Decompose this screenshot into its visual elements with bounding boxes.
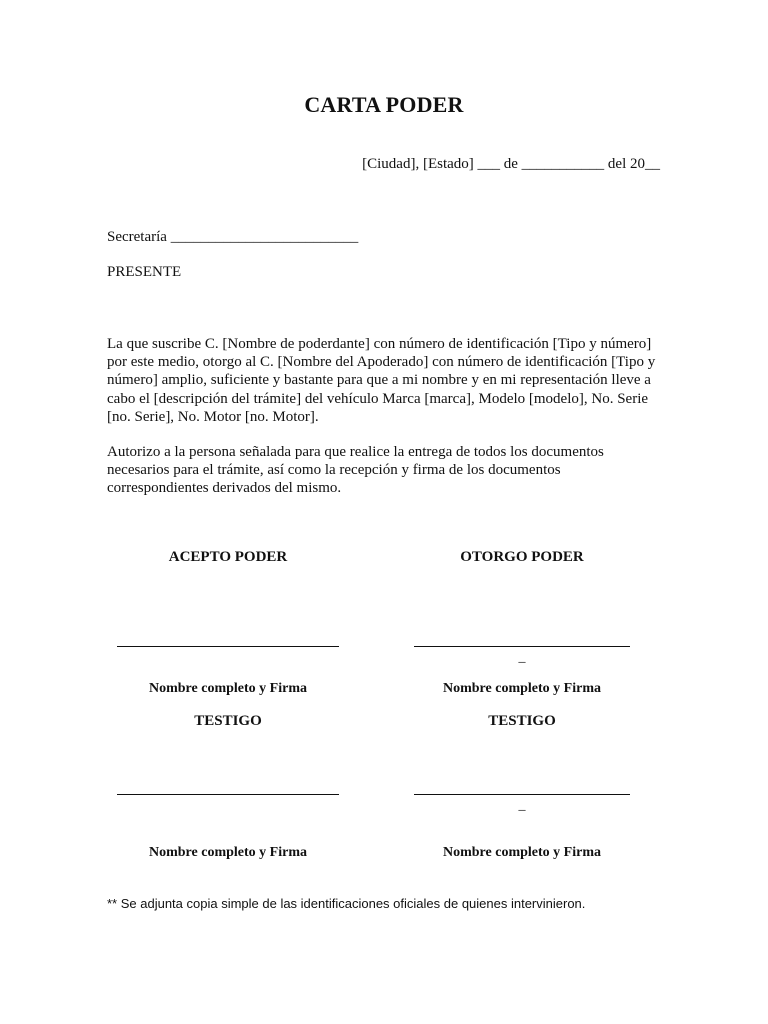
witness-left-signature-line [117, 794, 339, 795]
witness-left-caption: Nombre completo y Firma [149, 845, 307, 860]
accept-signature-caption: Nombre completo y Firma [149, 681, 307, 696]
accept-power-heading: ACEPTO PODER [168, 549, 288, 565]
witness-right-caption: Nombre completo y Firma [443, 845, 601, 860]
grant-power-heading: OTORGO PODER [460, 549, 584, 565]
accept-signature-line [117, 646, 339, 647]
footnote: ** Se adjunta copia simple de las identificaciones oficiales de quienes intervinieron. [107, 896, 586, 911]
witness-heading-right: TESTIGO [488, 713, 556, 729]
witness-right-signature-line [414, 794, 630, 795]
recipient-line: Secretaría _________________________ [107, 229, 359, 245]
grant-signature-dash: _ [518, 650, 526, 665]
salutation: PRESENTE [107, 264, 182, 280]
body-paragraph-1: La que suscribe C. [Nombre de poderdante] con número de identificación [Tipo y número] por este medio, otorgo al C. [Nombre del Apoderado] con número de identificación [Tipo y número] amplio, suficiente y bastante para que a mi nombre y en mi representación lleve a cabo el [descripción del trámite] del vehículo Marca [marca], Modelo [modelo], No. Serie [no. Serie], No. Motor [no. Motor]. [107, 336, 656, 425]
witness-right-signature-dash: _ [518, 798, 526, 813]
grant-signature-line [414, 646, 630, 647]
grant-signature-caption: Nombre completo y Firma [443, 681, 601, 696]
place-date-line: [Ciudad], [Estado] ___ de ___________ del 20__ [362, 156, 660, 172]
witness-heading-left: TESTIGO [194, 713, 262, 729]
body-paragraph-2: Autorizo a la persona señalada para que realice la entrega de todos los documentos necesarios para el trámite, así como la recepción y firma de los documentos correspondientes derivados del mismo. [107, 444, 604, 497]
document-title: CARTA PODER [304, 92, 464, 117]
